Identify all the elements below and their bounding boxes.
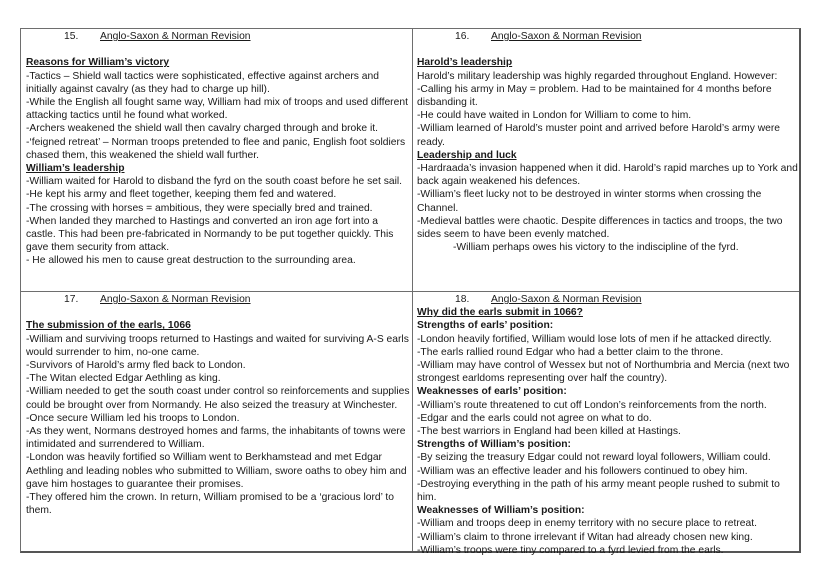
bullet-point: -Once secure William led his troops to London. [26, 412, 240, 424]
section-heading: Why did the earls submit in 1066? [417, 307, 583, 319]
bullet-point: -William’s fleet lucky not to be destroyed in winter storms when crossing the Channel. [417, 189, 762, 214]
card-title: Anglo-Saxon & Norman Revision [491, 31, 642, 42]
bullet-point: -William and troops deep in enemy territory with no secure place to retreat. [417, 518, 757, 530]
bullet-point: -While the English all fought same way, William had mix of troops and used different attacking tactics until he found what worked. [26, 96, 408, 122]
bullet-point: -William’s claim to throne irrelevant if Witan had already chosen new king. [417, 531, 753, 543]
bullet-point: -William’s troops were tiny compared to a fyrd levied from the earls. [417, 544, 724, 556]
indented-point: -William perhaps owes his victory to the indiscipline of the fyrd. [453, 242, 739, 254]
section-heading: Harold’s leadership [417, 57, 513, 69]
bullet-point: -William’s route threatened to cut off London’s reinforcements from the north. [417, 399, 767, 411]
bullet-point: -Survivors of Harold’s army fled back to London. [26, 359, 246, 371]
bullet-point: -Tactics – Shield wall tactics were sophisticated, effective against archers and initially against cavalry (as they had to charge up hill). [26, 70, 379, 95]
section-heading: Reasons for William’s victory [26, 57, 170, 69]
subsection-label: Weaknesses of William’s position: [417, 505, 585, 517]
bullet-point: -The Witan elected Edgar Aethling as king. [26, 373, 221, 385]
bullet-point: -The earls rallied round Edgar who had a better claim to the throne. [417, 346, 724, 358]
bullet-point: -He could have waited in London for William to come to him. [417, 110, 692, 122]
subsection-label: Weaknesses of earls’ position: [417, 386, 567, 398]
card-title: Anglo-Saxon & Norman Revision [100, 31, 251, 42]
bullet-point: -Calling his army in May = problem. Had to be maintained for 4 months before disbanding it. [417, 83, 772, 108]
bullet-point: -William needed to get the south coast under control so reinforcements and supplies could be brought over from Normandy. He also seized the treasury at Winchester. [26, 386, 410, 411]
card-header [26, 30, 410, 43]
bullet-point: -William may have control of Wessex but not of Northumbria and Mercia (next two strongest earldoms representing over half the country). [417, 360, 790, 385]
bullet-point: -William and surviving troops returned to Hastings and waited for surviving A-S earls would surrender to him, no-one came. [26, 333, 409, 358]
card-title: Anglo-Saxon & Norman Revision [491, 294, 642, 305]
card-header [417, 293, 801, 306]
subsection-label: Strengths of William’s position: [417, 439, 571, 451]
section-heading: William’s leadership [26, 163, 125, 174]
vertical-divider [412, 29, 413, 551]
card-header [26, 293, 410, 306]
card-header [417, 30, 801, 43]
card-number: 15. [64, 31, 79, 42]
bullet-point: -They offered him the crown. In return, William promised to be a ‘gracious lord’ to them. [26, 492, 394, 517]
section-heading: Leadership and luck [417, 149, 517, 161]
horizontal-divider [21, 291, 799, 292]
bullet-point: -Medieval battles were chaotic. Despite differences in tactics and troops, the two sides seem to have been evenly matched. [417, 215, 783, 241]
subsection-label: Strengths of earls’ position: [417, 320, 554, 332]
card-15 [26, 30, 410, 268]
bullet-point: -William was an effective leader and his followers continued to obey him. [417, 465, 748, 477]
bullet-point: -Destroying everything in the path of his army meant people rushed to submit to him. [417, 478, 780, 504]
bullet-point: -London was heavily fortified so William went to Berkhamstead and met Edgar Aethling and leading nobles who submitted to William, swore oaths to obey him and gave him hostages to guarantee their promises. [26, 452, 407, 490]
bullet-point: -London heavily fortified, William would lose lots of men if he attacked directly. [417, 333, 772, 345]
bullet-point: -When landed they marched to Hastings and converted an iron age fort into a castle. This had been pre-fabricated in Normandy to be put together quickly. This gave them security from attack. [26, 215, 394, 254]
card-number: 18. [455, 294, 470, 305]
card-number: 17. [64, 294, 79, 305]
bullet-point: -William waited for Harold to disband the fyrd on the south coast before he set sail. [26, 176, 403, 188]
bullet-point: -William learned of Harold’s muster point and arrived before Harold’s army were ready. [417, 123, 781, 148]
bullet-point: -Hardraada’s invasion happened when it did. Harold’s rapid marches up to York and back again weakened his defences. [417, 163, 798, 188]
bullet-point: - He allowed his men to cause great destruction to the surrounding area. [26, 255, 356, 267]
bullet-point: -As they went, Normans destroyed homes and farms, the inhabitants of towns were intimidated and surrendered to William. [26, 426, 406, 451]
card-16 [417, 30, 801, 254]
card-title: Anglo-Saxon & Norman Revision [100, 294, 251, 305]
card-number: 16. [455, 31, 470, 42]
bullet-point: -‘feigned retreat’ – Norman troops pretended to flee and panic, English foot soldiers chased them, this weakened the shield wall further. [26, 136, 406, 161]
bullet-point: Harold’s military leadership was highly regarded throughout England. However: [417, 70, 778, 82]
bullet-point: -The crossing with horses = ambitious, they were specially bred and trained. [26, 202, 373, 214]
section-heading: The submission of the earls, 1066 [26, 320, 191, 332]
bullet-point: -Archers weakened the shield wall then cavalry charged through and broke it. [26, 123, 379, 135]
revision-sheet [20, 28, 801, 556]
card-18 [417, 293, 801, 557]
bullet-point: -Edgar and the earls could not agree on what to do. [417, 412, 652, 424]
bullet-point: -He kept his army and fleet together, keeping them fed and watered. [26, 189, 337, 201]
bullet-point: -The best warriors in England had been killed at Hastings. [417, 426, 681, 438]
bullet-point: -By seizing the treasury Edgar could not reward loyal followers, William could. [417, 452, 771, 464]
card-17 [26, 293, 410, 517]
